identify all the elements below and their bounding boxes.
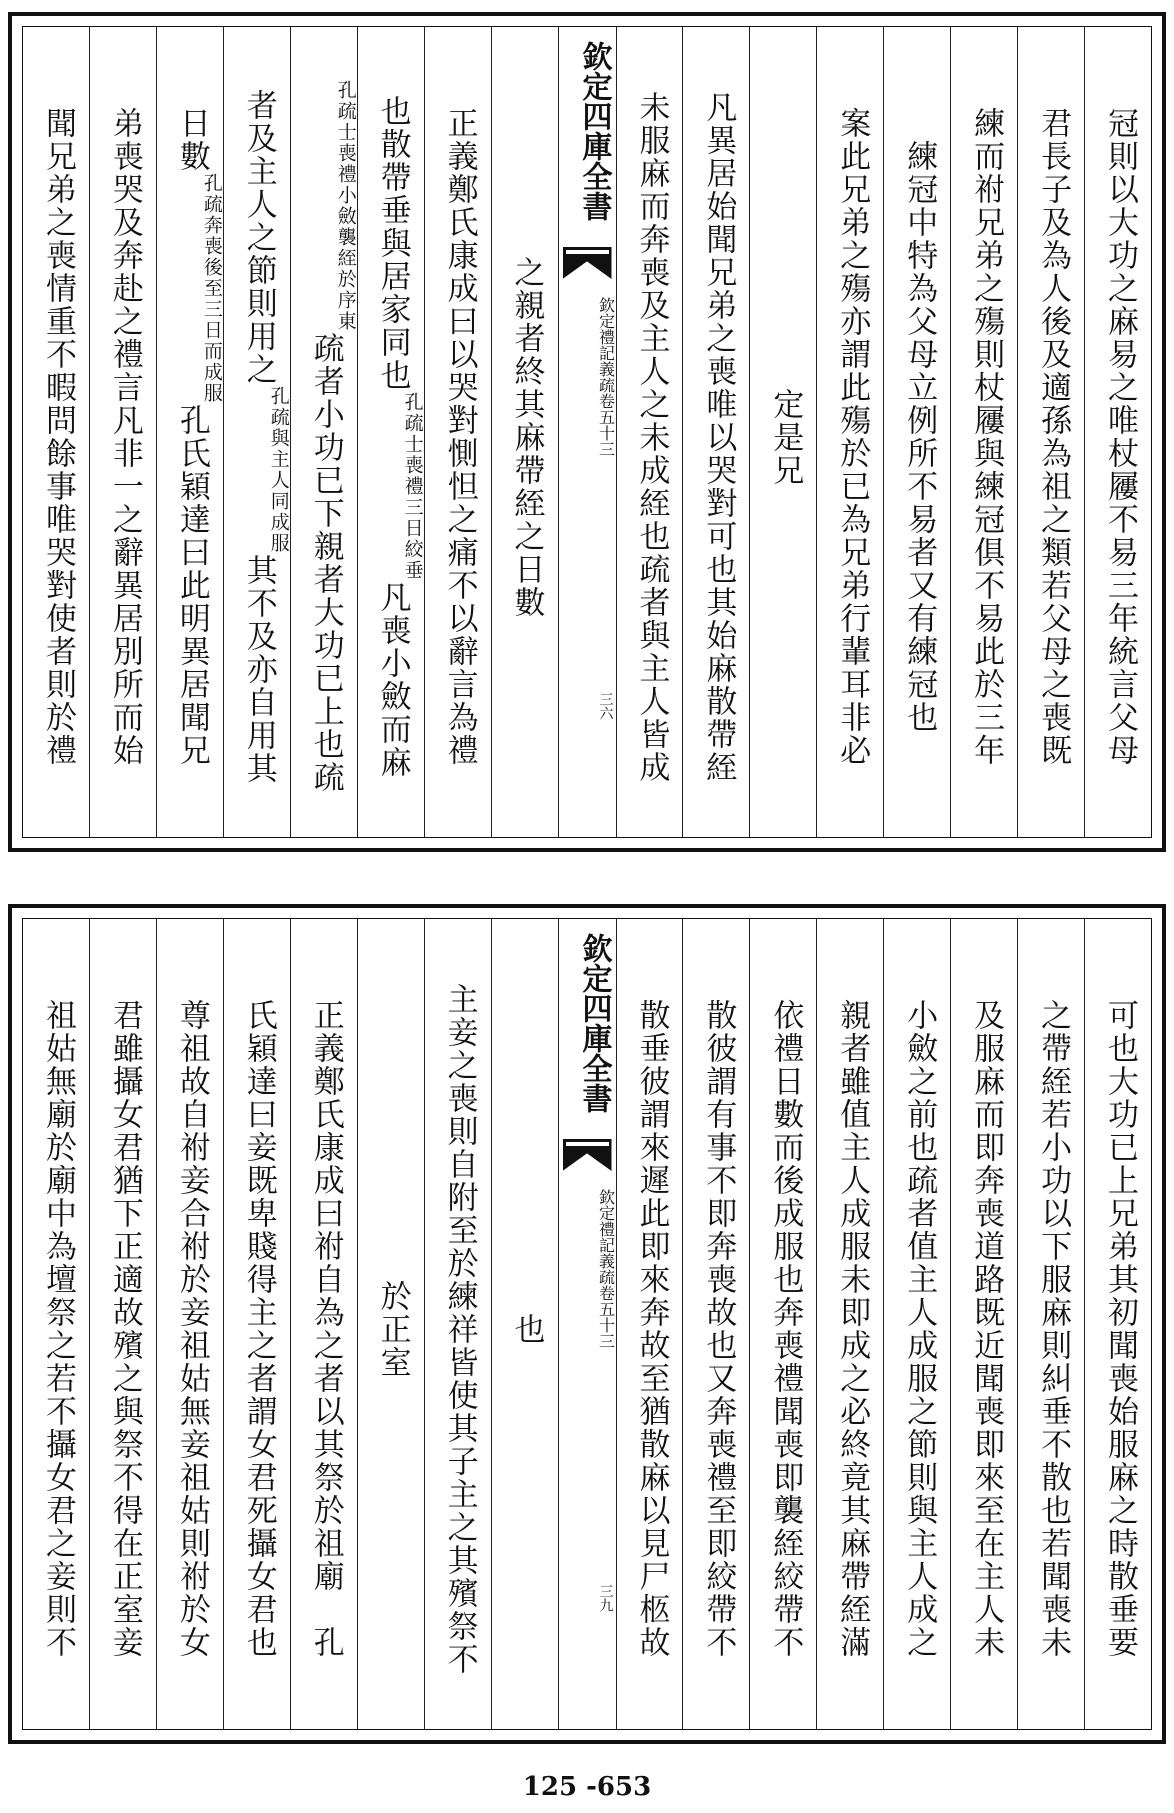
text-column: 練而祔兄弟之殤則杖屨與練冠俱不易此於三年	[950, 27, 1017, 837]
annotation: 孔疏士喪禮三日絞垂	[401, 392, 424, 581]
text-column: 依禮日數而後成服也奔喪禮聞喪即襲絰絞帶不	[749, 919, 816, 1729]
text-column: 散垂彼謂來遲此即來奔故至猶散麻以見尸柩故	[616, 919, 683, 1729]
upper-page	[8, 12, 1166, 852]
text-column: 未服麻而奔喪及主人之未成絰也疏者與主人皆成	[616, 27, 683, 837]
text-column: 之親者終其麻帶絰之日數	[491, 27, 558, 837]
text-column: 親者雖值主人成服未即成之必終竟其麻帶絰滿	[816, 919, 883, 1729]
text-column: 也	[491, 919, 558, 1729]
book-subtitle: 欽定禮記義疏	[596, 297, 616, 393]
text-column: 之帶絰若小功以下服麻則糾垂不散也若聞喪未	[1017, 919, 1084, 1729]
text-column: 氏穎達曰妾既卑賤得主之者謂女君死攝女君也	[223, 919, 290, 1729]
text-column: 君雖攝女君猶下正適故殯之與祭不得在正室妾	[89, 919, 156, 1729]
text-column: 者及主人之節則用之 孔疏與主人同成服 其不及亦自用其	[223, 27, 290, 837]
text-column: 凡異居始聞兄弟之喪唯以哭對可也其始麻散帶絰	[682, 27, 749, 837]
folio-number: 三六	[597, 692, 614, 720]
text-column: 孔疏士喪禮小斂襲絰於序東 疏者小功已下親者大功已上也疏	[290, 27, 357, 837]
fold-margin	[558, 919, 616, 1729]
fold-margin	[558, 27, 616, 837]
book-title: 欽定四庫全書	[576, 41, 612, 221]
text-column: 正義鄭氏康成曰以哭對惻怛之痛不以辭言為禮	[424, 27, 491, 837]
fish-tail-mark	[563, 247, 612, 279]
annotation: 孔疏奔喪後至三日而成服	[200, 173, 223, 404]
text-column: 日數 孔疏奔喪後至三日而成服 孔氏穎達曰此明異居聞兄	[156, 27, 223, 837]
book-title: 欽定四庫全書	[576, 933, 612, 1113]
lower-page-frame	[22, 918, 1152, 1730]
text-column: 冠則以大功之麻易之唯杖屨不易三年統言父母	[1084, 27, 1151, 837]
text-column: 正義鄭氏康成曰祔自為之者以其祭於祖廟 孔	[290, 919, 357, 1729]
text-column: 小斂之前也疏者值主人成服之節則與主人成之	[883, 919, 950, 1729]
fish-tail-mark	[563, 1139, 612, 1171]
text-column: 也散帶垂與居家同也 孔疏士喪禮三日絞垂 凡喪小斂而麻	[357, 27, 424, 837]
upper-page-frame	[22, 26, 1152, 838]
text-column: 案此兄弟之殤亦謂此殤於已為兄弟行輩耳非必	[816, 27, 883, 837]
annotation: 孔疏士喪禮小斂襲絰於序東	[334, 80, 357, 332]
folio-number: 三九	[597, 1584, 614, 1612]
text-column: 祖姑無廟於廟中為壇祭之若不攝女君之妾則不	[39, 999, 76, 1659]
page-number-footer: 125 -653	[522, 1772, 652, 1802]
volume-label: 卷五十三	[596, 393, 616, 457]
book-subtitle: 欽定禮記義疏	[596, 1189, 616, 1285]
text-column: 尊祖故自祔妾合祔於妾祖姑無妾祖姑則祔於女	[156, 919, 223, 1729]
volume-label: 卷五十三	[596, 1285, 616, 1349]
text-column: 弟喪哭及奔赴之禮言凡非一之辭異居別所而始	[89, 27, 156, 837]
text-column: 於正室	[357, 919, 424, 1729]
text-column: 可也大功已上兄弟其初聞喪始服麻之時散垂要	[1084, 919, 1151, 1729]
text-column: 主妾之喪則自附至於練祥皆使其子主之其殯祭不	[424, 919, 491, 1729]
text-column: 散彼謂有事不即奔喪故也又奔喪禮至即絞帶不	[682, 919, 749, 1729]
text-column: 練冠中特為父母立例所不易者又有練冠也	[883, 27, 950, 837]
text-column: 定是兄	[749, 27, 816, 837]
text-column: 聞兄弟之喪情重不暇問餘事唯哭對使者則於禮	[39, 107, 76, 767]
text-column: 及服麻而即奔喪道路既近聞喪即來至在主人未	[950, 919, 1017, 1729]
text-column: 君長子及為人後及適孫為祖之類若父母之喪既	[1017, 27, 1084, 837]
annotation: 孔疏與主人同成服	[267, 386, 290, 554]
lower-page	[8, 904, 1166, 1744]
